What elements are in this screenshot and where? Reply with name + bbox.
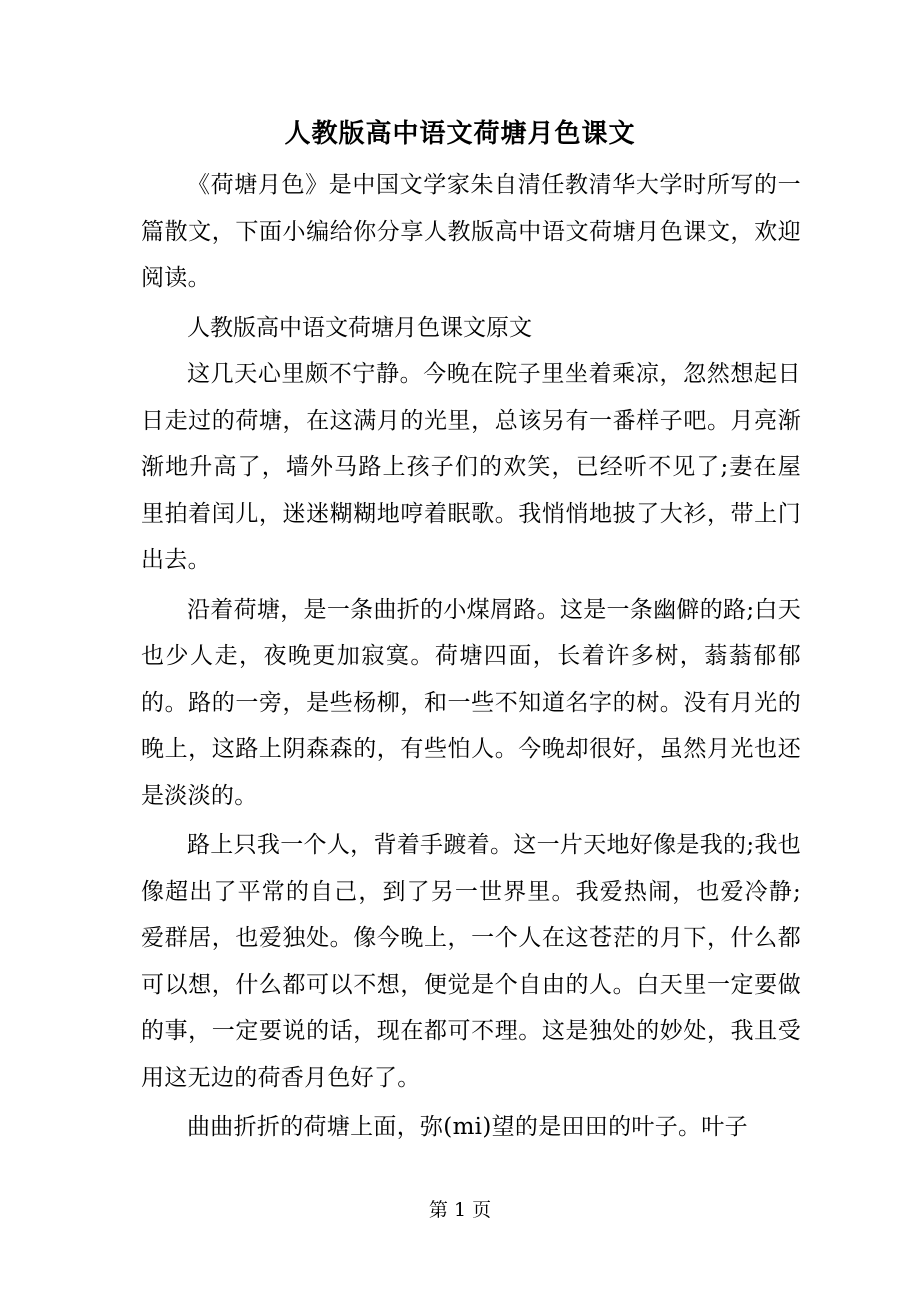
paragraph-3: 路上只我一个人，背着手踱着。这一片天地好像是我的;我也像超出了平常的自己，到了另一世界里。我爱热闹，也爱冷静;爱群居，也爱独处。像今晚上，一个人在这苍茫的月下，什么都可以想，什么都可以不想，便觉是个自由的人。白天里一定要做的事，一定要说的话，现在都可不理。这是独处的妙处，我且受用这无边的荷香月色好了。: [141, 832, 801, 1091]
paragraph-2: 沿着荷塘，是一条曲折的小煤屑路。这是一条幽僻的路;白天也少人走，夜晚更加寂寞。荷塘四面，长着许多树，蓊蓊郁郁的。路的一旁，是些杨柳，和一些不知道名字的树。没有月光的晚上，这路上阴森森的，有些怕人。今晚却很好，虽然月光也还是淡淡的。: [141, 596, 801, 809]
section-heading: 人教版高中语文荷塘月色课文原文: [187, 314, 532, 341]
paragraph-1: 这几天心里颇不宁静。今晚在院子里坐着乘凉，忽然想起日日走过的荷塘，在这满月的光里，总该另有一番样子吧。月亮渐渐地升高了，墙外马路上孩子们的欢笑，已经听不见了;妻在屋里拍着闰儿，迷迷糊糊地哼着眠歌。我悄悄地披了大衫，带上门出去。: [141, 361, 801, 573]
document-title: 人教版高中语文荷塘月色课文: [284, 119, 636, 149]
intro-paragraph: 《荷塘月色》是中国文学家朱自清任教清华大学时所写的一篇散文，下面小编给你分享人教版高中语文荷塘月色课文，欢迎阅读。: [141, 172, 801, 291]
document-body: [141, 162, 801, 1151]
paragraph-4: 曲曲折折的荷塘上面，弥(mi)望的是田田的叶子。叶子: [187, 1114, 748, 1140]
page-number: 第 1 页: [428, 1199, 492, 1221]
